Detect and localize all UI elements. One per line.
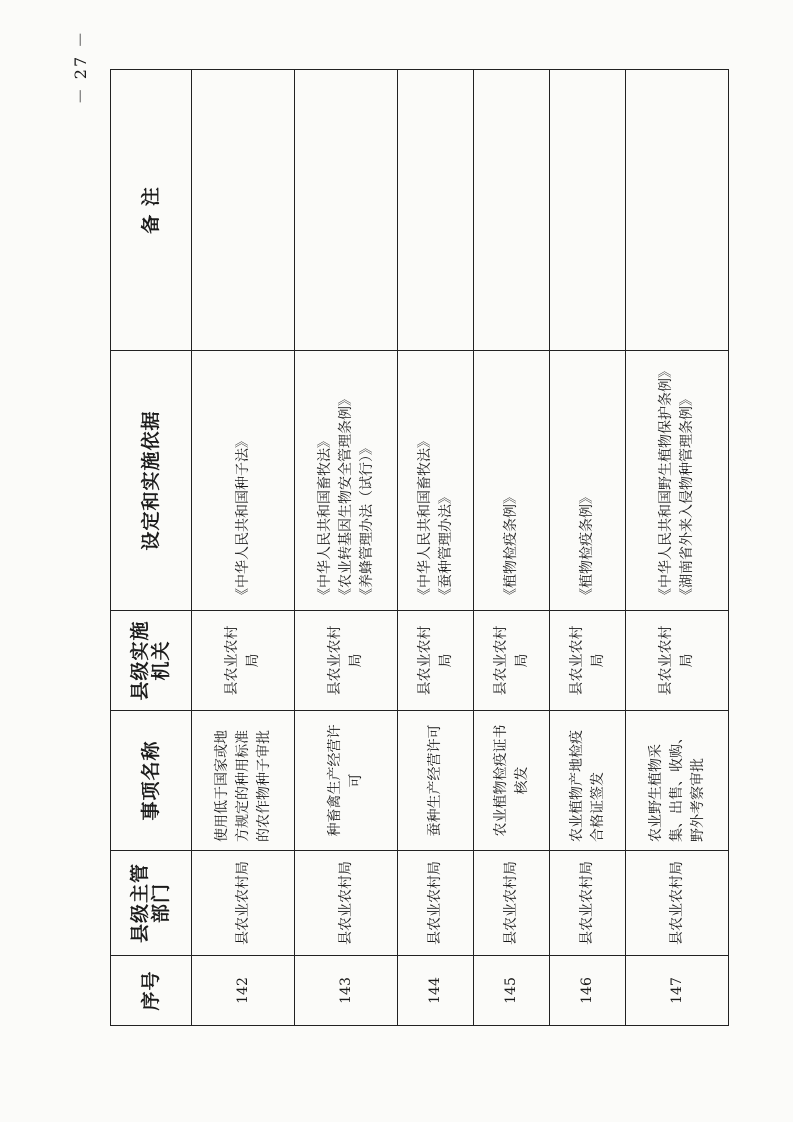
- cell-seq: 144: [398, 956, 474, 1026]
- basis-line: 《植物检疫条例》: [579, 490, 595, 602]
- cell-agency: 县农业农村局: [398, 611, 474, 711]
- cell-notes: [192, 70, 295, 351]
- cell-seq: 146: [550, 956, 626, 1026]
- header-notes: 备 注: [111, 70, 192, 351]
- cell-dept: 县农业农村局: [192, 851, 295, 956]
- cell-notes: [550, 70, 626, 351]
- basis-line: 《中华人民共和国畜牧法》: [316, 434, 333, 602]
- header-basis: 设定和实施依据: [111, 351, 192, 611]
- cell-item: 农业野生植物采集、出售、收购、野外考察审批: [626, 711, 729, 851]
- cell-notes: [626, 70, 729, 351]
- table-row: [474, 70, 550, 1026]
- table-row: [626, 70, 729, 1026]
- header-seq: 序号: [111, 956, 192, 1026]
- cell-basis: [398, 351, 474, 611]
- table-header-row: [111, 70, 192, 1026]
- basis-line: 《蚕种管理办法》: [437, 490, 454, 602]
- table-row: [398, 70, 474, 1026]
- cell-seq: 142: [192, 956, 295, 1026]
- cell-basis: [626, 351, 729, 611]
- cell-basis: [550, 351, 626, 611]
- cell-basis: [474, 351, 550, 611]
- cell-basis: [192, 351, 295, 611]
- cell-seq: 145: [474, 956, 550, 1026]
- page-number: － 27 －: [71, 29, 90, 105]
- cell-seq: 147: [626, 956, 729, 1026]
- cell-notes: [398, 70, 474, 351]
- header-item: 事项名称: [111, 711, 192, 851]
- header-dept: 县级主管部门: [111, 851, 192, 956]
- cell-dept: 县农业农村局: [550, 851, 626, 956]
- cell-agency: 县农业农村局: [192, 611, 295, 711]
- cell-item: 农业植物产地检疫合格证签发: [550, 711, 626, 851]
- cell-seq: 143: [295, 956, 398, 1026]
- cell-agency: 县农业农村局: [474, 611, 550, 711]
- cell-dept: 县农业农村局: [626, 851, 729, 956]
- cell-item: 使用低于国家或地方规定的种用标准的农作物种子审批: [192, 711, 295, 851]
- basis-line: 《养蜂管理办法（试行）》: [358, 441, 375, 602]
- cell-dept: 县农业农村局: [398, 851, 474, 956]
- cell-dept: 县农业农村局: [474, 851, 550, 956]
- header-agency: 县级实施机关: [111, 611, 192, 711]
- basis-line: 《农业转基因生物安全管理条例》: [337, 392, 354, 602]
- cell-item: 种畜禽生产经营许可: [295, 711, 398, 851]
- basis-line: 《中华人民共和国野生植物保护条例》: [658, 364, 674, 602]
- cell-agency: 县农业农村局: [550, 611, 626, 711]
- basis-line: 《植物检疫条例》: [503, 490, 519, 602]
- table-row: [550, 70, 626, 1026]
- cell-notes: [474, 70, 550, 351]
- cell-agency: 县农业农村局: [295, 611, 398, 711]
- basis-line: 《中华人民共和国畜牧法》: [416, 434, 433, 602]
- cell-dept: 县农业农村局: [295, 851, 398, 956]
- cell-item: 农业植物检疫证书核发: [474, 711, 550, 851]
- table-row: [295, 70, 398, 1026]
- cell-basis: [295, 351, 398, 611]
- approval-items-table: [110, 69, 729, 1026]
- cell-notes: [295, 70, 398, 351]
- cell-item: 蚕种生产经营许可: [398, 711, 474, 851]
- table-row: [192, 70, 295, 1026]
- basis-line: 《湖南省外来入侵物种管理条例》: [679, 392, 695, 602]
- basis-line: 《中华人民共和国种子法》: [234, 434, 251, 602]
- cell-agency: 县农业农村局: [626, 611, 729, 711]
